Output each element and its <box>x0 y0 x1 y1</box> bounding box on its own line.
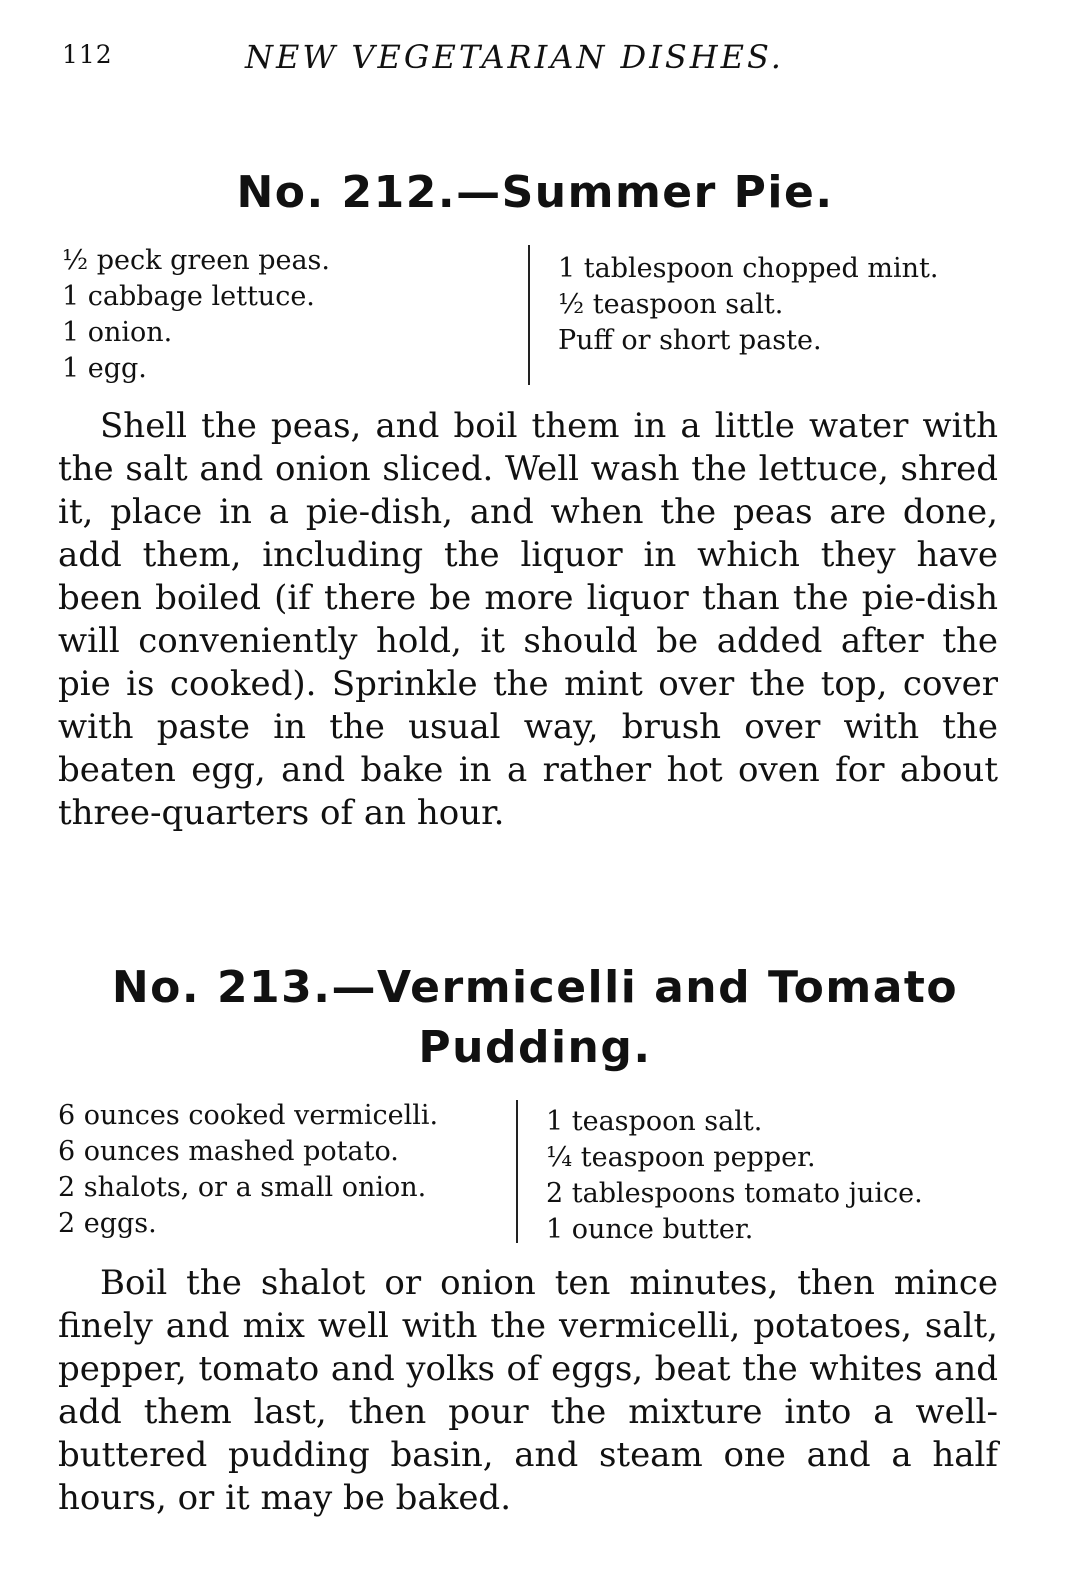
ingredient-item: 1 egg. <box>62 353 147 384</box>
ingredient-item: ½ teaspoon salt. <box>558 289 784 320</box>
ingredient-item: 1 teaspoon salt. <box>546 1106 763 1137</box>
ingredient-item: 1 ounce butter. <box>546 1214 754 1245</box>
ingredient-item: 2 eggs. <box>58 1208 157 1239</box>
ingredient-item: 1 cabbage lettuce. <box>62 281 315 312</box>
recipe-213-title-line-1: No. 213.—Vermicelli and Tomato <box>111 962 959 1013</box>
recipe-213-method: Boil the shalot or onion ten minutes, then mince finely and mix well with the vermicelli, potatoes, salt, pepper, tomato and yolks of eggs, beat the whites and add them last, then pour the mixture into a well-buttered pudding basin, and steam one and a half hours, or it may be baked. <box>58 1263 998 1518</box>
ingredients-divider <box>528 245 530 385</box>
page-number: 112 <box>62 40 113 69</box>
ingredient-item: 2 tablespoons tomato juice. <box>546 1178 923 1209</box>
running-title: NEW VEGETARIAN DISHES. <box>245 38 784 76</box>
recipe-212-ingredients-right <box>558 251 938 359</box>
ingredients-divider <box>516 1100 518 1243</box>
recipe-212-title: No. 212.—Summer Pie. <box>236 167 834 218</box>
ingredient-item: 2 shalots, or a small onion. <box>58 1172 427 1203</box>
running-head <box>62 38 1002 78</box>
ingredient-item: 1 tablespoon chopped mint. <box>558 253 939 284</box>
recipe-212-ingredients <box>62 243 1002 393</box>
recipe-213-ingredients <box>58 1098 998 1248</box>
ingredient-item: ½ peck green peas. <box>62 245 330 276</box>
ingredient-item: ¼ teaspoon pepper. <box>546 1142 816 1173</box>
ingredient-item: 6 ounces cooked vermicelli. <box>58 1100 439 1131</box>
recipe-213-title-line-2: Pudding. <box>418 1022 652 1073</box>
recipe-213-ingredients-right <box>546 1104 923 1248</box>
ingredient-item: 1 onion. <box>62 317 173 348</box>
recipe-213-ingredients-left <box>58 1098 438 1242</box>
ingredient-item: Puff or short paste. <box>558 325 822 356</box>
recipe-212-ingredients-left <box>62 243 330 387</box>
recipe-212-method: Shell the peas, and boil them in a little water with the salt and onion sliced. Well wash the lettuce, shred it, place in a pie-dish, and when the peas are done, add them, including the liquor in which they have been boiled (if there be more liquor than the pie-dish will conveniently hold, it should be added after the pie is cooked). Sprinkle the mint over the top, cover with paste in the usual way, brush over with the beaten egg, and bake in a rather hot oven for about three-quarters of an hour. <box>58 406 998 833</box>
ingredient-item: 6 ounces mashed potato. <box>58 1136 399 1167</box>
